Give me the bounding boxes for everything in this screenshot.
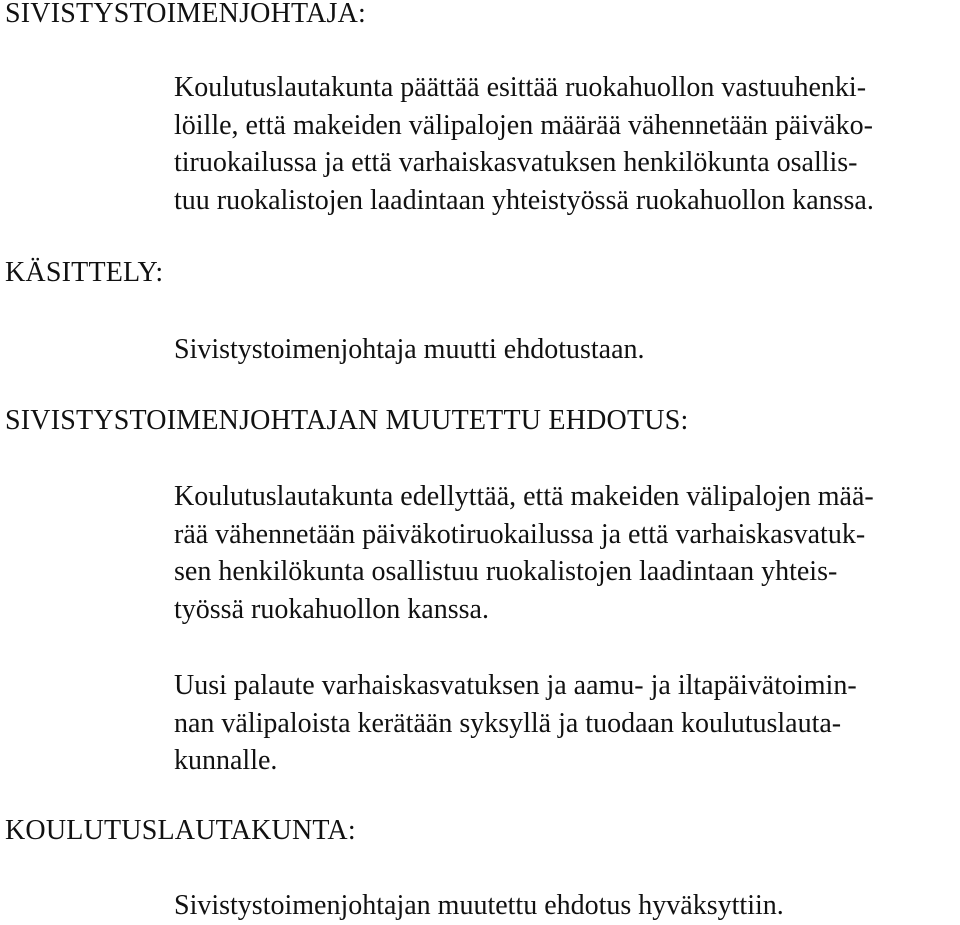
- section-heading-muutettu-ehdotus: SIVISTYSTOIMENJOHTAJAN MUUTETTU EHDOTUS:: [5, 405, 689, 436]
- paragraph-line: Uusi palaute varhaiskasvatuksen ja aamu- ja iltapäivätoimin-: [174, 670, 857, 701]
- decision-paragraph: [174, 887, 784, 925]
- paragraph-line: löille, että makeiden välipalojen määrää vähennetään päiväko-: [174, 109, 873, 141]
- paragraph-line: Koulutuslautakunta päättää esittää ruokahuollon vastuuhenki-: [174, 72, 867, 103]
- paragraph-line: Sivistystoimenjohtaja muutti ehdotustaan.: [174, 334, 645, 365]
- handling-paragraph: [174, 331, 645, 369]
- section-heading-sivistystoimenjohtaja: SIVISTYSTOIMENJOHTAJA:: [5, 0, 366, 29]
- proposal-paragraph: [174, 69, 874, 219]
- paragraph-line: tiruokailussa ja että varhaiskasvatuksen henkilökunta osallis-: [174, 147, 858, 178]
- section-heading-kasittely: KÄSITTELY:: [5, 257, 164, 288]
- amended-proposal-paragraph-2: [174, 667, 857, 780]
- paragraph-line: rää vähennetään päiväkotiruokailussa ja että varhaiskasvatuk-: [174, 518, 866, 550]
- paragraph-line: kunnalle.: [174, 745, 278, 776]
- paragraph-line: työssä ruokahuollon kanssa.: [174, 593, 489, 625]
- paragraph-line: sen henkilökunta osallistuu ruokalistojen laadintaan yhteis-: [174, 556, 838, 587]
- paragraph-line: nan välipaloista kerätään syksyllä ja tuodaan koulutuslauta-: [174, 707, 842, 739]
- section-heading-koulutuslautakunta: KOULUTUSLAUTAKUNTA:: [5, 815, 356, 846]
- paragraph-line: tuu ruokalistojen laadintaan yhteistyössä ruokahuollon kanssa.: [174, 184, 874, 216]
- paragraph-line: Sivistystoimenjohtajan muutettu ehdotus hyväksyttiin.: [174, 890, 784, 921]
- amended-proposal-paragraph-1: [174, 478, 874, 628]
- paragraph-line: Koulutuslautakunta edellyttää, että makeiden välipalojen mää-: [174, 481, 874, 512]
